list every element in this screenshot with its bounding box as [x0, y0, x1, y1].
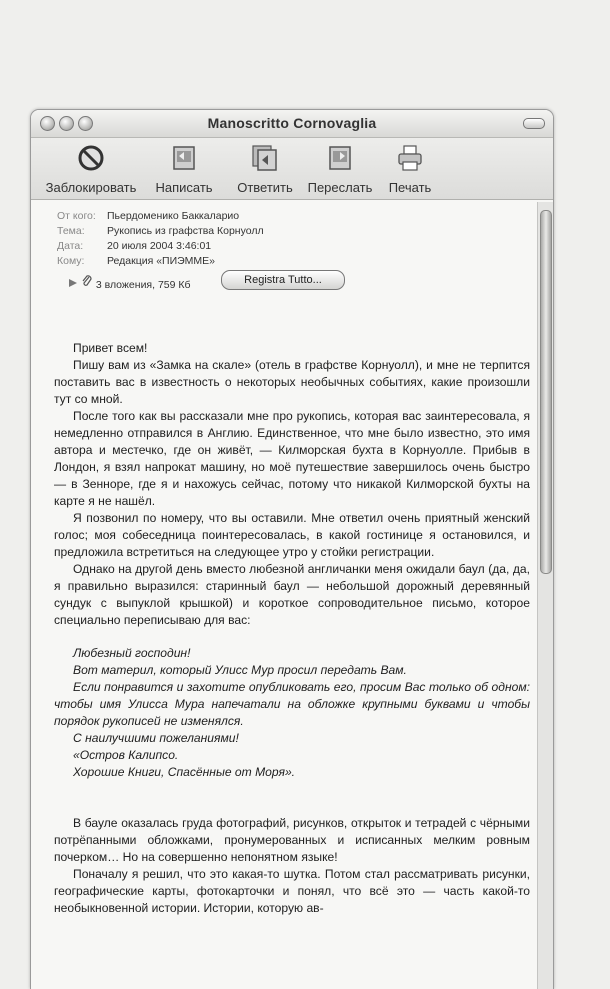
subject-value: Рукопись из графства Корнуолл — [107, 225, 264, 237]
paragraph: Я позвонил по номеру, что вы оставили. Мне ответил очень приятный женский голос; моя собеседница поинтересовалась, в какой гостинице я остановился, и предложила встретиться на следующее утро у стойки регистрации. — [54, 511, 530, 559]
to-label: Кому: — [57, 255, 85, 267]
subject-label: Тема: — [57, 225, 85, 237]
letter-line: Любезный господин! — [73, 646, 191, 660]
greeting: Привет всем! — [73, 341, 148, 355]
compose-button[interactable] — [149, 138, 219, 199]
paragraph: Однако на другой день вместо любезной англичанки меня ожидали баул (да, да, я правильно выразился: старинный баул — небольшой дорожный деревянный сундук с выпуклой крышкой) и короткое сопроводительное письмо, которое специально переписываю для вас: — [54, 562, 530, 627]
forward-label: Переслать — [307, 180, 373, 195]
disclosure-triangle-icon[interactable] — [68, 278, 78, 288]
date-label: Дата: — [57, 240, 84, 252]
compose-label: Написать — [155, 180, 213, 195]
forward-icon — [326, 144, 354, 172]
toolbar-toggle-button[interactable] — [523, 118, 545, 129]
vertical-scrollbar[interactable] — [537, 202, 553, 989]
scrollbar-thumb[interactable] — [540, 210, 552, 574]
from-value[interactable]: Пьердоменико Баккаларио — [107, 210, 240, 222]
quoted-letter — [54, 645, 530, 781]
paperclip-icon — [81, 274, 93, 288]
from-label: От кого: — [57, 210, 96, 222]
paragraph: В бауле оказалась груда фотографий, рисунков, открыток и тетрадей с чёрными потрёпанными обложками, пронумерованных и исписанных мелким ровным почерком… Но на совершенно непонятном языке! — [54, 816, 530, 864]
to-value[interactable]: Редакция «ПИЭММЕ» — [107, 255, 216, 267]
message-header — [31, 200, 531, 310]
window-title: Manoscritto Cornovaglia — [207, 115, 377, 131]
compose-icon — [170, 144, 198, 172]
header-from — [57, 210, 239, 222]
attachments-row — [68, 274, 191, 291]
mail-window — [30, 109, 554, 989]
save-all-attachments-button[interactable]: Registra Tutto... — [221, 270, 345, 290]
date-value: 20 июля 2004 3:46:01 — [107, 240, 212, 252]
printer-icon — [396, 144, 424, 172]
letter-line: С наилучшими пожеланиями! — [73, 731, 239, 745]
block-icon — [77, 144, 105, 172]
paragraph: Поначалу я решил, что это какая-то шутка. Потом стал рассматривать рисунки, географические карты, фотокарточки и понял, что всё это — часть какой-то необыкновенной истории. Истории, которую ав- — [54, 867, 530, 915]
letter-line: Хорошие Книги, Спасённые от Моря». — [73, 765, 296, 779]
paragraph: После того как вы рассказали мне про рукопись, которая вас заинтересовала, я немедленно отправился в Англию. Единственное, что мне было известно, это имя автора и местечко, где он живёт, — Килморская бухта в Корнуолле. Прибыв в Лондон, я взял напрокат машину, но моё путешествие завершилось очень быстро — в Зенноре, где я и нахожусь сейчас, потому что никакой Килморской бухты на карте я не нашёл. — [54, 409, 530, 508]
message-body — [54, 340, 530, 917]
reply-icon — [251, 144, 279, 172]
print-button[interactable] — [383, 138, 437, 199]
block-button[interactable] — [41, 138, 141, 199]
header-date — [57, 240, 211, 252]
reply-button[interactable] — [231, 138, 299, 199]
block-label: Заблокировать — [45, 180, 137, 195]
letter-line: «Остров Калипсо. — [73, 748, 179, 762]
header-subject — [57, 225, 264, 237]
print-label: Печать — [388, 180, 432, 195]
forward-button[interactable] — [303, 138, 377, 199]
title-bar[interactable] — [31, 110, 553, 138]
paragraph: Пишу вам из «Замка на скале» (отель в графстве Корнуолл), и мне не терпится поставить вас в известность о некоторых необычных событиях, какие произошли тут со мной. — [54, 358, 530, 406]
reply-label: Ответить — [237, 180, 293, 195]
letter-line: Если понравится и захотите опубликовать его, просим Вас только об одном: чтобы имя Улисса Мура напечатали на обложке крупными буквами и чтобы порядок рукописей не изменялся. — [54, 680, 530, 728]
letter-line: Вот материл, который Улисс Мур просил передать Вам. — [73, 663, 407, 677]
header-to — [57, 255, 215, 267]
toolbar — [31, 138, 553, 200]
attachments-count: 3 вложения, 759 Кб — [95, 279, 191, 291]
